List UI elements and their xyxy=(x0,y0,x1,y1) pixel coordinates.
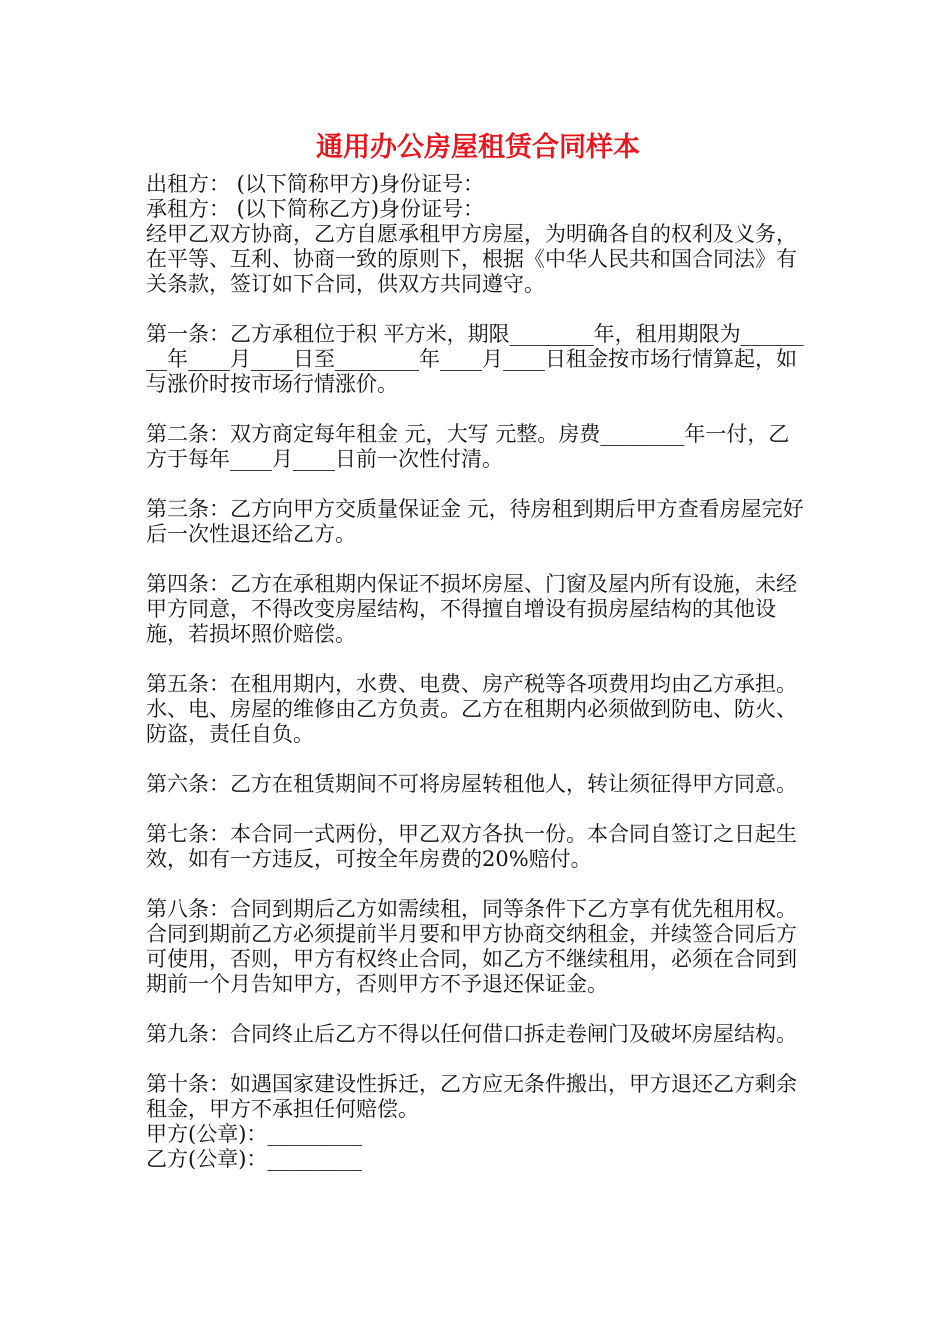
article-3: 第三条：乙方向甲方交质量保证金 元，待房租到期后甲方查看房屋完好后一次性退还给乙方。 xyxy=(146,497,804,546)
signature-party-b: 乙方(公章)：_________ xyxy=(146,1147,362,1171)
article-5: 第五条：在租用期内，水费、电费、房产税等各项费用均由乙方承担。水、电、房屋的维修由乙方负责。乙方在租期内必须做到防电、防火、防盗，责任自负。 xyxy=(146,672,797,746)
article-4: 第四条：乙方在承租期内保证不损坏房屋、门窗及屋内所有设施，未经甲方同意，不得改变房屋结构，不得擅自增设有损房屋结构的其他设施，若损坏照价赔偿。 xyxy=(146,572,797,646)
document-title: 通用办公房屋租赁合同样本 xyxy=(316,132,640,163)
article-2: 第二条：双方商定每年租金 元，大写 元整。房费________年一付，乙方于每年____月____日前一次性付清。 xyxy=(146,422,790,471)
article-8: 第八条：合同到期后乙方如需续租，同等条件下乙方享有优先租用权。合同到期前乙方必须提前半月要和甲方协商交纳租金，并续签合同后方可使用，否则，甲方有权终止合同，如乙方不继续租用，必须在合同到期前一个月告知甲方，否则甲方不予退还保证金。 xyxy=(146,897,797,996)
contract-document xyxy=(146,130,810,1172)
lessee-line: 承租方： (以下简称乙方)身份证号： xyxy=(146,197,485,221)
intro-paragraph: 经甲乙双方协商，乙方自愿承租甲方房屋，为明确各自的权利及义务，在平等、互利、协商一致的原则下，根据《中华人民共和国合同法》有关条款，签订如下合同，供双方共同遵守。 xyxy=(146,222,797,296)
article-10: 第十条：如遇国家建设性拆迁，乙方应无条件搬出，甲方退还乙方剩余租金，甲方不承担任何赔偿。 xyxy=(146,1072,797,1121)
article-9: 第九条：合同终止后乙方不得以任何借口拆走卷闸门及破坏房屋结构。 xyxy=(146,1022,797,1046)
article-7: 第七条：本合同一式两份，甲乙双方各执一份。本合同自签订之日起生效，如有一方违反，可按全年房费的20%赔付。 xyxy=(146,822,797,871)
lessor-line: 出租方： (以下简称甲方)身份证号： xyxy=(146,172,485,196)
signature-party-a: 甲方(公章)：_________ xyxy=(146,1122,362,1146)
article-1: 第一条：乙方承租位于积 平方米，期限________年，租用期限为________年____月____日至________年____月____日租金按市场行情算起，如与涨价时按市场行情涨价。 xyxy=(146,322,804,396)
article-6: 第六条：乙方在租赁期间不可将房屋转租他人，转让须征得甲方同意。 xyxy=(146,772,797,796)
